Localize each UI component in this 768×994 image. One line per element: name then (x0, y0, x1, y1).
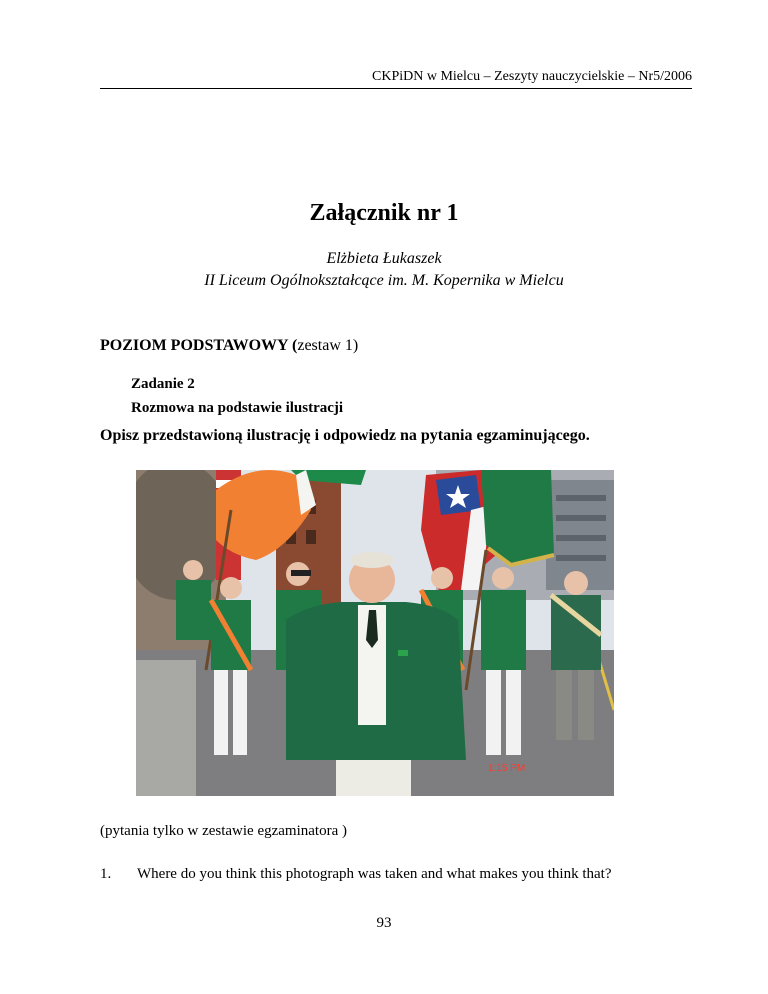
page-title: Załącznik nr 1 (309, 200, 459, 226)
level-set: zestaw 1) (297, 337, 359, 354)
task-instruction: Opisz przedstawioną ilustrację i odpowiedz na pytania egzaminującego. (100, 427, 590, 444)
question-number: 1. (100, 866, 112, 882)
parade-illustration (136, 470, 614, 796)
school-name: II Liceum Ogólnokształcące im. M. Kopernika w Mielcu (204, 272, 564, 289)
running-header: CKPiDN w Mielcu – Zeszyty nauczycielskie – Nr5/2006 (372, 69, 692, 84)
level-label: POZIOM PODSTAWOWY ( (100, 337, 298, 354)
task-number: Zadanie 2 (131, 376, 195, 392)
task-subtitle: Rozmowa na podstawie ilustracji (131, 400, 344, 416)
header-divider (100, 88, 692, 89)
question-text: Where do you think this photograph was taken and what makes you think that? (137, 866, 612, 882)
level-heading (100, 337, 358, 355)
photo-timestamp: 1:15 PM (488, 763, 526, 774)
examiner-note: (pytania tylko w zestawie egzaminatora ) (100, 823, 347, 839)
page-number: 93 (376, 915, 392, 931)
author-name: Elżbieta Łukaszek (326, 250, 442, 267)
parade-photo (136, 470, 614, 796)
